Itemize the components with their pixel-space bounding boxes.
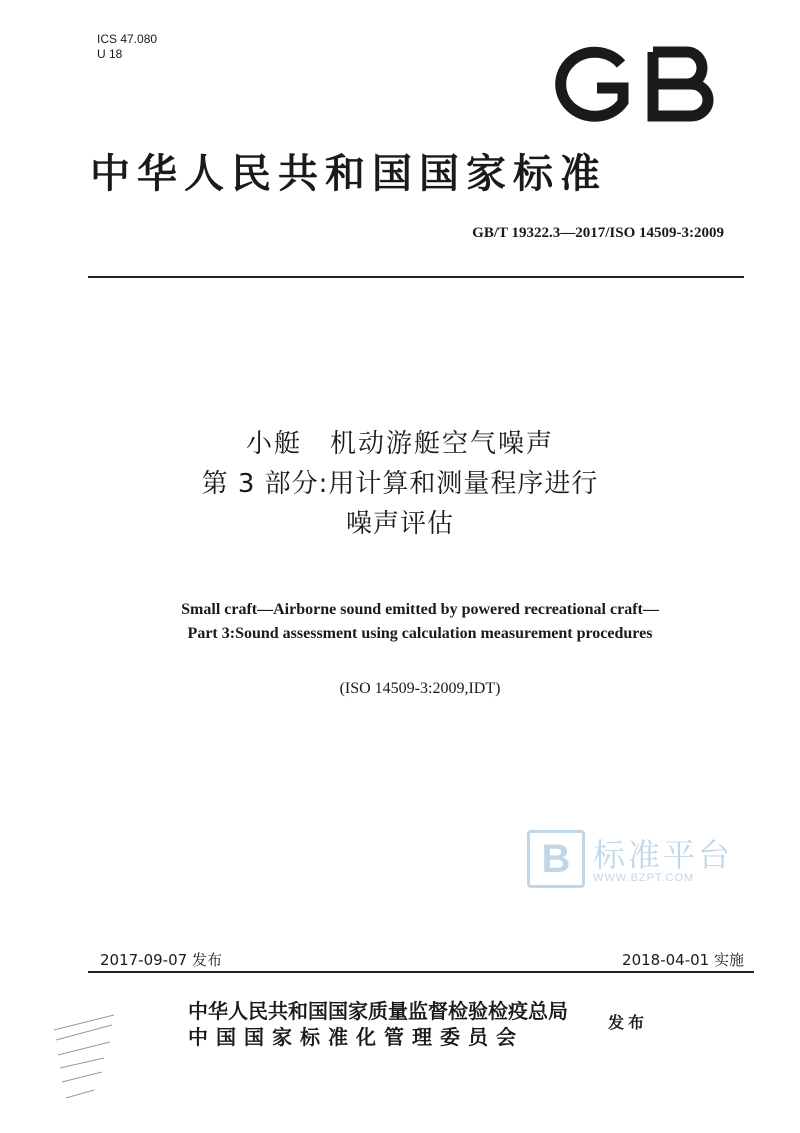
- ics-code: ICS 47.080: [97, 32, 158, 46]
- english-title-line-1: Small craft—Airborne sound emitted by powered recreational craft—: [181, 601, 659, 618]
- ccs-code: U 18: [97, 47, 123, 61]
- header-divider: [88, 276, 744, 278]
- standard-number: GB/T 19322.3—2017/ISO 14509-3:2009: [472, 225, 724, 241]
- iso-reference: (ISO 14509-3:2009,IDT): [339, 680, 501, 697]
- chinese-title-line-2: 第 3 部分:用计算和测量程序进行: [201, 469, 599, 499]
- watermark-b-icon: B: [527, 830, 585, 888]
- implementation-date: 2018-04-01 实施: [622, 951, 744, 969]
- watermark-name: 标准平台: [593, 836, 734, 874]
- issuing-organizations: [188, 998, 568, 1050]
- publish-label: 发布: [608, 1013, 649, 1032]
- classification-codes: [97, 32, 157, 62]
- chinese-title-line-3: 噪声评估: [345, 509, 454, 539]
- issue-date: 2017-09-07 发布: [100, 951, 222, 969]
- issuer-aqsiq: 中华人民共和国国家质量监督检验检疫总局: [188, 999, 568, 1023]
- english-title: [0, 598, 800, 646]
- watermark-url: WWW.BZPT.COM: [593, 872, 695, 884]
- gb-logo: [541, 44, 741, 124]
- stamp-icon: [44, 1010, 124, 1120]
- chinese-title: [0, 424, 800, 544]
- english-title-line-2: Part 3:Sound assessment using calculation measurement procedures: [187, 625, 653, 642]
- watermark: [527, 830, 734, 890]
- footer-divider: [88, 971, 754, 973]
- chinese-title-line-1: 小艇 机动游艇空气噪声: [245, 429, 554, 459]
- issuer-sac: 中国国家标准化管理委员会: [188, 1025, 524, 1049]
- national-standard-heading: 中华人民共和国国家标准: [90, 150, 607, 197]
